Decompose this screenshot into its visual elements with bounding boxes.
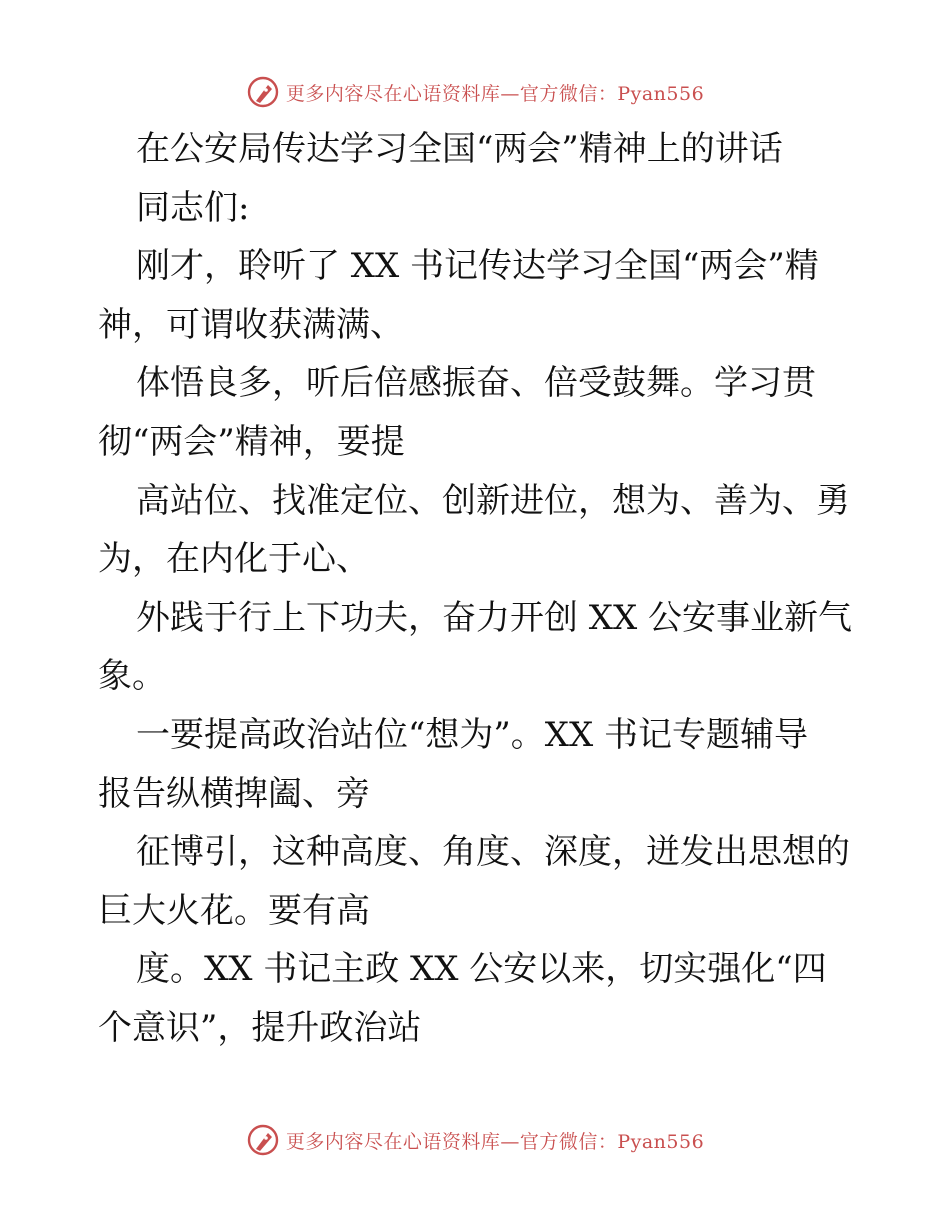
watermark-text: 更多内容尽在心语资料库—官方微信：Pyan556 [285,1130,705,1153]
text-line: 象。 [98,656,166,697]
text-line: 高站位、找准定位、创新进位，想为、善为、勇 [136,480,850,521]
text-line: 体悟良多，听后倍感振奋、倍受鼓舞。学习贯 [136,363,816,404]
text-line: 一要提高政治站位“想为”。XX 书记专题辅导 [136,714,808,755]
text-line: 征博引，这种高度、角度、深度，迸发出思想的 [136,832,850,873]
text-line: 刚才，聆听了 XX 书记传达学习全国“两会”精 [136,246,819,287]
pen-nib-circle-icon [246,75,280,109]
text-line: 个意识”，提升政治站 [98,1007,422,1048]
text-line: 神，可谓收获满满、 [98,304,404,345]
header-watermark [0,72,950,112]
document-body [98,120,854,1058]
text-line: 外践于行上下功夫，奋力开创 XX 公安事业新气 [136,597,853,638]
text-line: 同志们: [136,187,250,228]
text-line: 报告纵横捭阖、旁 [98,773,370,814]
text-line: 巨大火花。要有高 [98,890,370,931]
text-line: 度。XX 书记主政 XX 公安以来，切实强化“四 [136,949,827,990]
watermark-text: 更多内容尽在心语资料库—官方微信：Pyan556 [285,82,705,105]
document-title: 在公安局传达学习全国“两会”精神上的讲话 [136,129,783,169]
text-line: 彻“两会”精神，要提 [98,421,405,462]
text-line: 为，在内化于心、 [98,539,370,580]
pen-nib-circle-icon [246,1123,280,1157]
footer-watermark [0,1120,950,1160]
